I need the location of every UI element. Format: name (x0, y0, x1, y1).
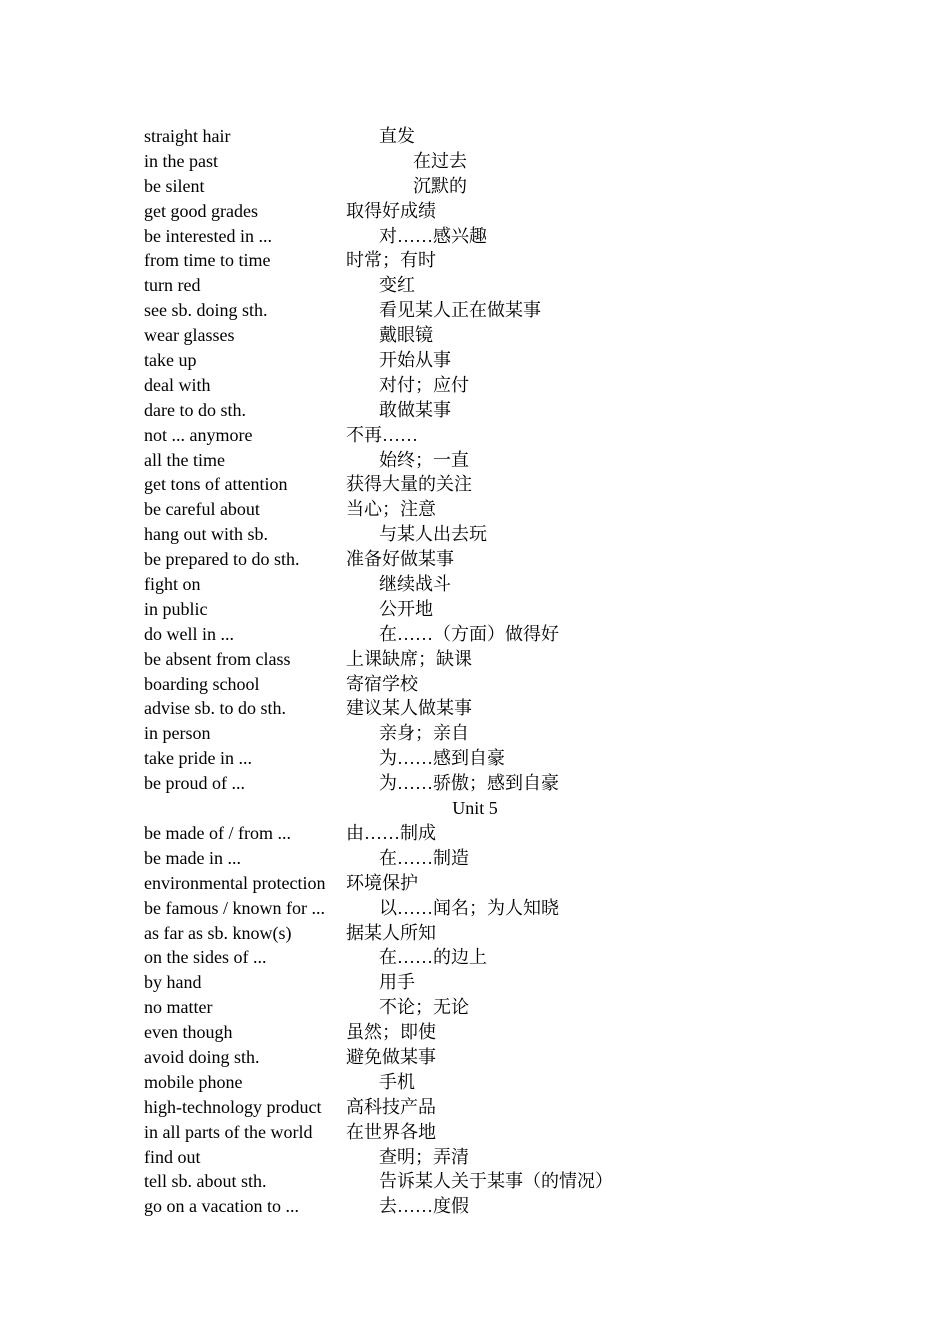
chinese-meaning: 查明；弄清 (379, 1146, 469, 1167)
vocab-row (144, 1070, 844, 1095)
vocab-row (144, 224, 844, 249)
chinese-meaning: 为……感到自豪 (379, 748, 505, 769)
english-phrase: not ... anymore (144, 424, 253, 445)
english-phrase: get tons of attention (144, 474, 288, 495)
english-phrase: as far as sb. know(s) (144, 922, 292, 943)
english-phrase: on the sides of ... (144, 947, 267, 968)
chinese-meaning: 变红 (379, 275, 415, 296)
vocab-row (144, 398, 844, 423)
vocab-row (144, 970, 844, 995)
vocab-row (144, 323, 844, 348)
vocab-row (144, 273, 844, 298)
english-phrase: mobile phone (144, 1071, 243, 1092)
chinese-meaning: 戴眼镜 (379, 325, 433, 346)
english-phrase: advise sb. to do sth. (144, 698, 286, 719)
vocab-row (144, 896, 844, 921)
english-phrase: in all parts of the world (144, 1121, 313, 1142)
english-phrase: even though (144, 1022, 233, 1043)
vocab-row (144, 1120, 844, 1145)
vocab-row (144, 821, 844, 846)
chinese-meaning: 以……闻名；为人知晓 (379, 897, 559, 918)
vocab-row (144, 1145, 844, 1170)
english-phrase: be silent (144, 175, 205, 196)
english-phrase: in person (144, 723, 211, 744)
vocab-row (144, 921, 844, 946)
chinese-meaning: 不再…… (346, 424, 418, 445)
chinese-meaning: 据某人所知 (346, 922, 436, 943)
chinese-meaning: 对……感兴趣 (379, 225, 487, 246)
chinese-meaning: 获得大量的关注 (346, 474, 472, 495)
unit-heading: Unit 5 (452, 798, 498, 819)
chinese-meaning: 建议某人做某事 (346, 698, 472, 719)
english-phrase: environmental protection (144, 872, 326, 893)
english-phrase: dare to do sth. (144, 399, 246, 420)
chinese-meaning: 在……的边上 (379, 947, 487, 968)
english-phrase: be proud of ... (144, 773, 245, 794)
english-phrase: find out (144, 1146, 201, 1167)
vocab-row (144, 248, 844, 273)
chinese-meaning: 公开地 (379, 598, 433, 619)
english-phrase: hang out with sb. (144, 524, 268, 545)
vocab-row (144, 373, 844, 398)
english-phrase: be careful about (144, 499, 260, 520)
english-phrase: get good grades (144, 200, 258, 221)
vocab-row (144, 995, 844, 1020)
vocab-row (144, 622, 844, 647)
vocab-row (144, 423, 844, 448)
english-phrase: see sb. doing sth. (144, 300, 268, 321)
english-phrase: in public (144, 598, 208, 619)
english-phrase: straight hair (144, 126, 231, 146)
chinese-meaning: 不论；无论 (379, 997, 469, 1018)
chinese-meaning: 亲身；亲自 (379, 723, 469, 744)
phrase-section-1 (144, 124, 844, 796)
phrase-section-2 (144, 821, 844, 1219)
vocab-row (144, 1020, 844, 1045)
chinese-meaning: 敢做某事 (379, 399, 451, 420)
english-phrase: in the past (144, 150, 218, 171)
chinese-meaning: 用手 (379, 972, 415, 993)
chinese-meaning: 避免做某事 (346, 1046, 436, 1067)
english-phrase: be absent from class (144, 648, 291, 669)
vocabulary-list (144, 124, 844, 1219)
english-phrase: deal with (144, 374, 211, 395)
chinese-meaning: 由……制成 (346, 822, 436, 843)
english-phrase: no matter (144, 997, 213, 1018)
chinese-meaning: 看见某人正在做某事 (379, 300, 541, 321)
vocab-row (144, 1169, 844, 1194)
chinese-meaning: 对付；应付 (379, 374, 469, 395)
chinese-meaning: 沉默的 (413, 175, 467, 196)
vocab-row (144, 497, 844, 522)
chinese-meaning: 准备好做某事 (346, 549, 454, 570)
english-phrase: high-technology product (144, 1096, 322, 1117)
chinese-meaning: 当心；注意 (346, 499, 436, 520)
chinese-meaning: 始终；一直 (379, 449, 469, 470)
vocab-row (144, 298, 844, 323)
english-phrase: tell sb. about sth. (144, 1171, 267, 1192)
vocab-row (144, 149, 844, 174)
vocab-row (144, 647, 844, 672)
english-phrase: boarding school (144, 673, 260, 694)
english-phrase: fight on (144, 574, 201, 595)
vocab-row (144, 945, 844, 970)
vocab-row (144, 199, 844, 224)
chinese-meaning: 在……（方面）做得好 (379, 623, 559, 644)
english-phrase: turn red (144, 275, 201, 296)
chinese-meaning: 在……制造 (379, 847, 469, 868)
vocab-row (144, 174, 844, 199)
chinese-meaning: 开始从事 (379, 350, 451, 371)
vocab-row (144, 696, 844, 721)
chinese-meaning: 虽然；即使 (346, 1022, 436, 1043)
english-phrase: be interested in ... (144, 225, 272, 246)
english-phrase: from time to time (144, 250, 271, 271)
vocab-row (144, 348, 844, 373)
chinese-meaning: 去……度假 (379, 1196, 469, 1217)
chinese-meaning: 告诉某人关于某事（的情况） (379, 1171, 613, 1192)
chinese-meaning: 高科技产品 (346, 1096, 436, 1117)
english-phrase: by hand (144, 972, 202, 993)
chinese-meaning: 上课缺席；缺课 (346, 648, 472, 669)
vocab-row (144, 124, 844, 149)
english-phrase: all the time (144, 449, 225, 470)
english-phrase: take up (144, 350, 197, 371)
english-phrase: avoid doing sth. (144, 1046, 260, 1067)
vocab-row (144, 1095, 844, 1120)
chinese-meaning: 在过去 (413, 150, 467, 171)
english-phrase: be prepared to do sth. (144, 549, 300, 570)
chinese-meaning: 继续战斗 (379, 574, 451, 595)
vocab-row (144, 1045, 844, 1070)
vocab-row (144, 846, 844, 871)
english-phrase: do well in ... (144, 623, 234, 644)
english-phrase: be made in ... (144, 847, 241, 868)
vocab-row (144, 572, 844, 597)
vocab-row (144, 746, 844, 771)
vocab-row (144, 1194, 844, 1219)
english-phrase: wear glasses (144, 325, 235, 346)
english-phrase: go on a vacation to ... (144, 1196, 299, 1217)
chinese-meaning: 在世界各地 (346, 1121, 436, 1142)
vocab-row (144, 871, 844, 896)
vocab-row (144, 472, 844, 497)
vocab-row (144, 448, 844, 473)
chinese-meaning: 直发 (379, 126, 415, 146)
chinese-meaning: 为……骄傲；感到自豪 (379, 773, 559, 794)
vocab-row (144, 721, 844, 746)
chinese-meaning: 手机 (379, 1071, 415, 1092)
vocab-row (144, 771, 844, 796)
chinese-meaning: 时常；有时 (346, 250, 436, 271)
english-phrase: be famous / known for ... (144, 897, 325, 918)
vocab-row (144, 672, 844, 697)
english-phrase: be made of / from ... (144, 822, 291, 843)
vocab-row (144, 522, 844, 547)
english-phrase: take pride in ... (144, 748, 252, 769)
chinese-meaning: 寄宿学校 (346, 673, 418, 694)
chinese-meaning: 取得好成绩 (346, 200, 436, 221)
vocab-row (144, 597, 844, 622)
chinese-meaning: 环境保护 (346, 872, 418, 893)
chinese-meaning: 与某人出去玩 (379, 524, 487, 545)
vocab-row (144, 547, 844, 572)
